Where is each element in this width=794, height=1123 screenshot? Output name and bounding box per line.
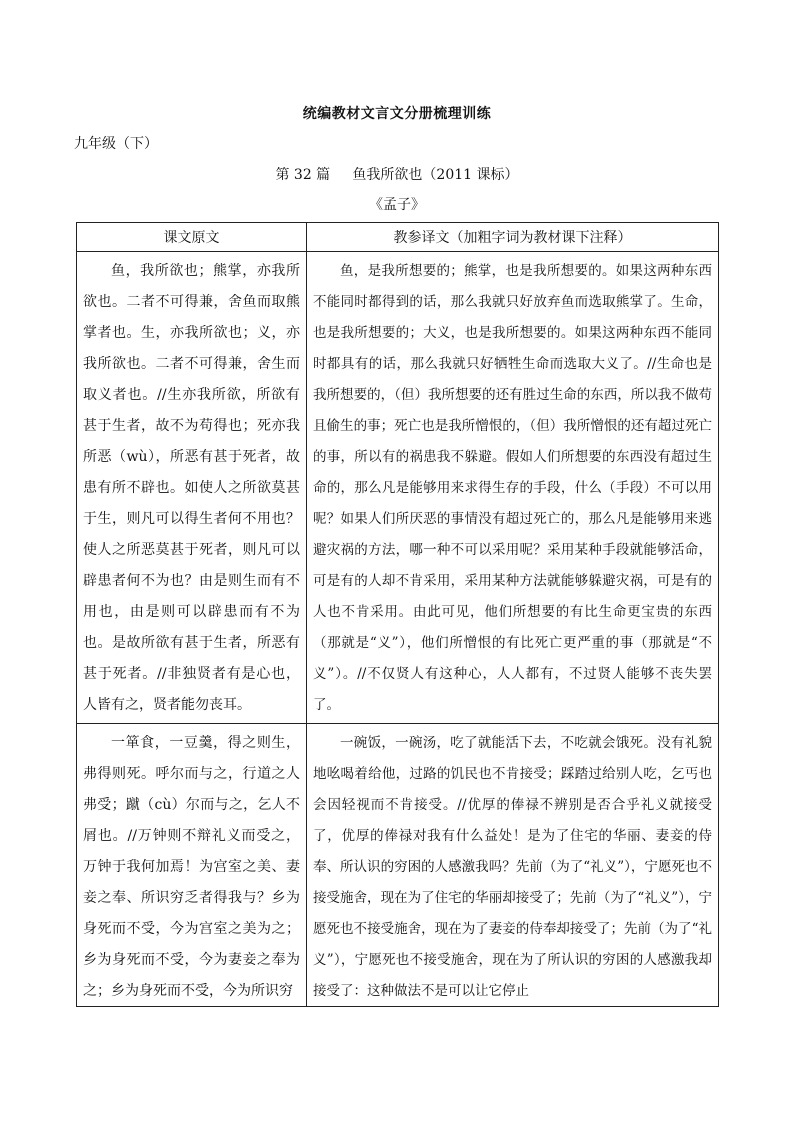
original-text: 一箪食，一豆羹，得之则生，弗得则死。呼尔而与之，行道之人弗受；蹴（cù）尔而与之，乞人不屑也。//万钟则不辩礼义而受之，万钟于我何加焉！为宫室之美、妻妾之奉、所识穷乏者得我与？乡为身死而不受，今为宫室之美为之；乡为身死而不受，今为妻妾之奉为之；乡为身死而不受，今为所识穷	[83, 735, 300, 999]
grade-label: 九年级（下）	[74, 136, 158, 152]
table-row	[77, 252, 719, 724]
table-row	[77, 724, 719, 1007]
translation-text: 鱼，是我所想要的；熊掌，也是我所想要的。如果这两种东西不能同时都得到的话，那么我就只好放弃鱼而选取熊掌了。生命，也是我所想要的；大义，也是我所想要的。如果这两种东西不能同时都具有的话，那么我就只好牺牲生命而选取大义了。//生命也是我所想要的，（但）我所想要的还有胜过生命的东西，所以我不做苟且偷生的事；死亡也是我所憎恨的，（但）我所憎恨的还有超过死亡的事，所以有的祸患我不躲避。假如人们所想要的东西没有超过生命的，那么凡是能够用来求得生存的手段，什么（手段）不可以用呢？如果人们所厌恶的事情没有超过死亡的，那么凡是能够用来逃避灾祸的方法，哪一种不可以采用呢？采用某种手段就能够活命，可是有的人却不肯采用，采用某种方法就能够躲避灾祸，可是有的人也不肯采用。由此可见，他们所想要的有比生命更宝贵的东西（那就是“义”），他们所憎恨的有比死亡更严重的事（那就是“不义”）。//不仅贤人有这种心，人人都有，不过贤人能够不丧失罢了。	[313, 263, 712, 713]
translation-cell	[307, 724, 719, 1007]
translation-cell	[307, 252, 719, 724]
author-label: 《孟子》	[369, 197, 425, 213]
original-cell	[77, 724, 307, 1007]
text-translation-table	[76, 222, 719, 1007]
original-text: 鱼，我所欲也；熊掌，亦我所欲也。二者不可得兼，舍鱼而取熊掌者也。生，亦我所欲也；义，亦我所欲也。二者不可得兼，舍生而取义者也。//生亦我所欲，所欲有甚于生者，故不为苟得也；死亦我所恶（wù），所恶有甚于死者，故患有所不辟也。如使人之所欲莫甚于生，则凡可以得生者何不用也？使人之所恶莫甚于死者，则凡可以辟患者何不为也？由是则生而有不用也，由是则可以辟患而有不为也。是故所欲有甚于生者，所恶有甚于死者。//非独贤者有是心也，人皆有之，贤者能勿丧耳。	[83, 263, 300, 713]
translation-text: 一碗饭，一碗汤，吃了就能活下去，不吃就会饿死。没有礼貌地吆喝着给他，过路的饥民也不肯接受；踩踏过给别人吃，乞丐也会因轻视而不肯接受。//优厚的俸禄不辨别是否合乎礼义就接受了，优厚的俸禄对我有什么益处！是为了住宅的华丽、妻妾的侍奉、所认识的穷困的人感激我吗？先前（为了“礼义”），宁愿死也不接受施舍，现在为了住宅的华丽却接受了；先前（为了“礼义”），宁愿死也不接受施舍，现在为了妻妾的侍奉却接受了；先前（为了“礼义”），宁愿死也不接受施舍，现在为了所认识的穷困的人感激我却接受了：这种做法不是可以让它停止	[313, 735, 712, 999]
chapter-heading: 第 32 篇 鱼我所欲也（2011 课标）	[275, 167, 519, 183]
document-title: 统编教材文言文分册梳理训练	[302, 106, 492, 122]
table-header-row	[77, 223, 719, 252]
header-original: 课文原文	[77, 223, 307, 252]
header-translation: 教参译文（加粗字词为教材课下注释）	[307, 223, 719, 252]
original-cell	[77, 252, 307, 724]
